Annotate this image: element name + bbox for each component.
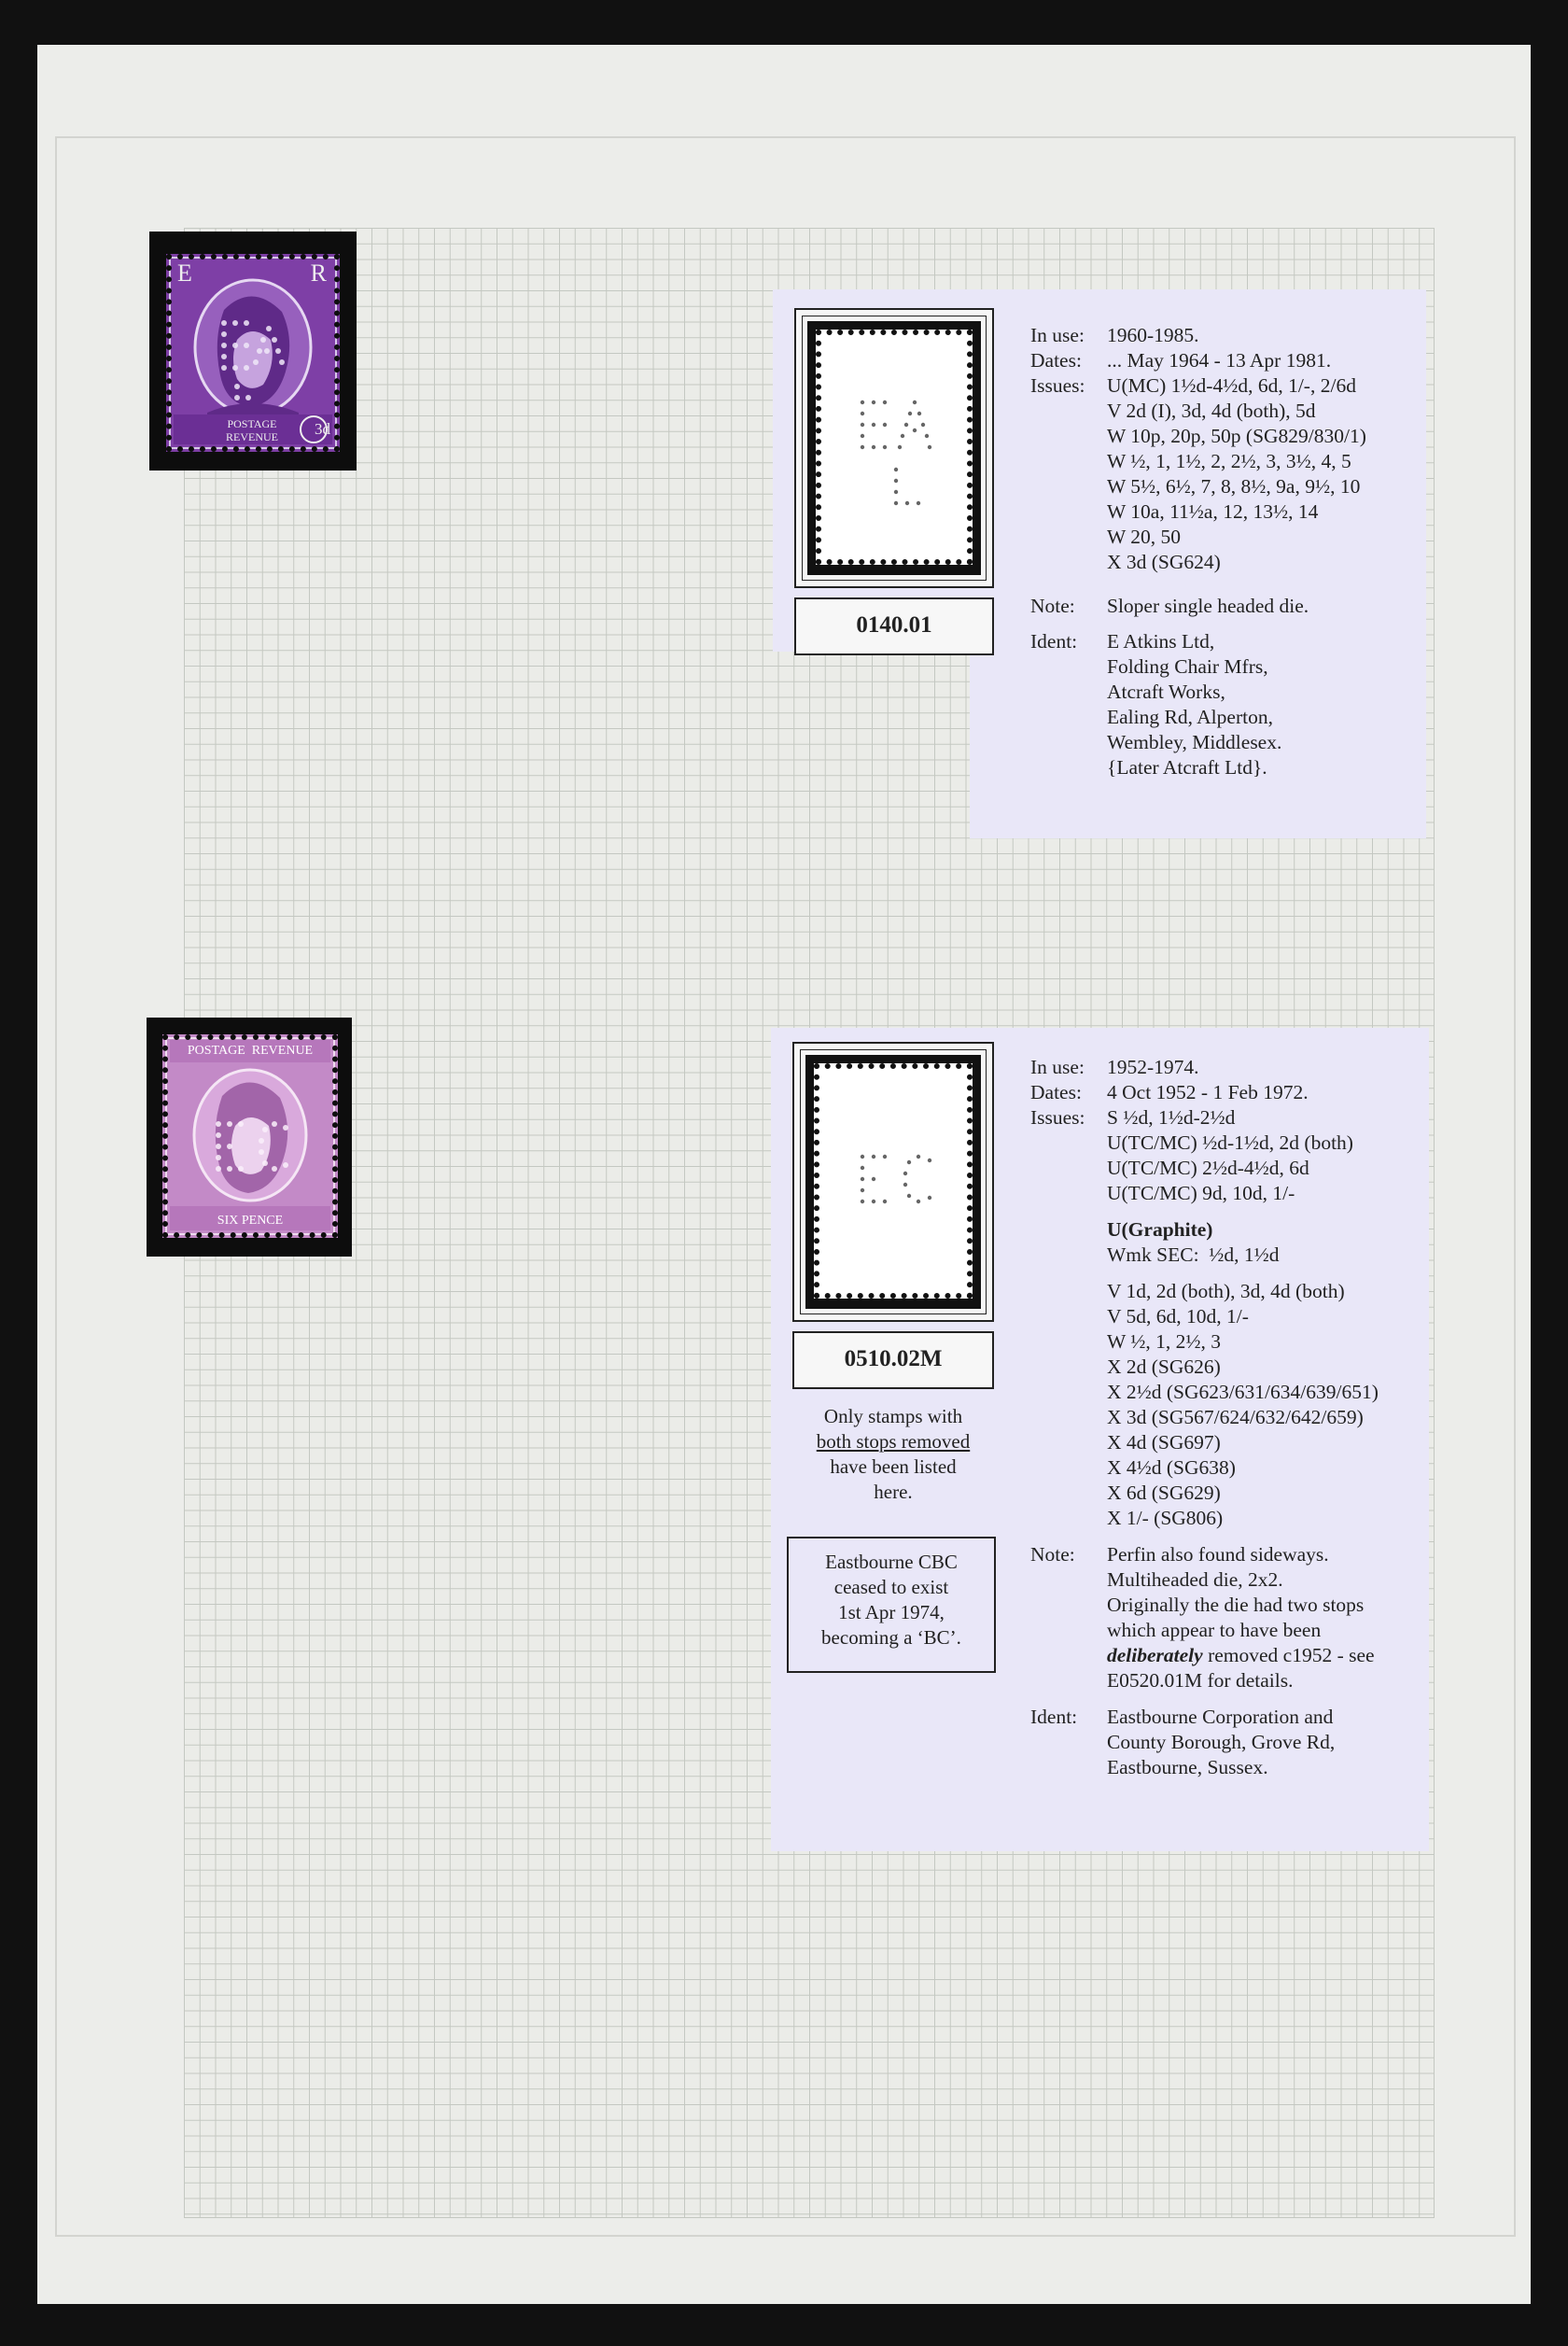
entry-2-ident-line: County Borough, Grove Rd, [1107,1731,1336,1753]
entry-2-dates: 4 Oct 1952 - 1 Feb 1972. [1107,1081,1309,1103]
entry-2-issue-line: X 6d (SG629) [1107,1482,1221,1504]
stamp-1-letter-e: E [177,260,192,287]
entry-1-perfin-window [816,330,973,565]
entry-2-ident-label: Ident: [1030,1706,1078,1728]
entry-2-box-note-line: ceased to exist [833,1576,949,1598]
stamp-1 [166,254,340,452]
entry-1-in-use: 1960-1985. [1107,324,1199,346]
entry-2-side-note-line: have been listed [830,1455,957,1478]
svg-text:POSTAGE: POSTAGE [227,417,277,430]
entry-2-side-note [792,1404,994,1505]
entry-2-box-note-line: becoming a ‘BC’. [821,1626,961,1649]
entry-1-catalogue-number: 0140.01 [856,612,932,638]
entry-2-issue-line: S ½d, 1½d-2½d [1107,1106,1236,1129]
entry-1-in-use-label: In use: [1030,324,1085,346]
entry-2-perfin-window [814,1063,973,1299]
entry-2-ident-line: Eastbourne, Sussex. [1107,1756,1268,1778]
entry-2-note-line: Originally the die had two stops [1107,1594,1365,1616]
entry-1-issues-label: Issues: [1030,374,1085,397]
entry-2-issue-line: X 4d (SG697) [1107,1431,1221,1454]
entry-1-ident-line: E Atkins Ltd, [1107,630,1215,653]
entry-1-issue-line: V 2d (I), 3d, 4d (both), 5d [1107,400,1316,422]
entry-2-box-note-line: 1st Apr 1974, [838,1601,945,1623]
entry-2-catalogue-number: 0510.02M [844,1346,943,1371]
entry-1-note: Sloper single headed die. [1107,595,1309,617]
entry-1-catalogue-box [794,597,994,655]
entry-2-issue-line: V 1d, 2d (both), 3d, 4d (both) [1107,1280,1345,1302]
entry-2-note-after-emphasis: removed c1952 - see [1202,1644,1375,1666]
entry-1-ident-line: Folding Chair Mfrs, [1107,655,1268,678]
entry-2-box-note-line: Eastbourne CBC [825,1551,958,1573]
stamp-2 [162,1034,338,1238]
entry-2-note-line: Perfin also found sideways. [1107,1543,1329,1566]
album-page [37,45,1531,2304]
entry-2-perfin-pattern [819,1069,967,1293]
svg-text:REVENUE: REVENUE [226,430,278,443]
entry-2-in-use: 1952-1974. [1107,1056,1199,1078]
entry-1-issue-line: W ½, 1, 1½, 2, 2½, 3, 3½, 4, 5 [1107,450,1351,472]
entry-2-issue-line: V 5d, 6d, 10d, 1/- [1107,1305,1249,1328]
entry-1-issue-line: W 10p, 20p, 50p (SG829/830/1) [1107,425,1366,447]
entry-2-issue-line: U(TC/MC) ½d-1½d, 2d (both) [1107,1131,1353,1154]
entry-2-issue-line: X 3d (SG567/624/632/642/659) [1107,1406,1364,1428]
entry-2-issue-line: U(TC/MC) 2½d-4½d, 6d [1107,1157,1309,1179]
entry-2-graphite-heading: U(Graphite) [1107,1218,1213,1241]
entry-1-ident-line: {Later Atcraft Ltd}. [1107,756,1267,779]
entry-1-ident-line: Ealing Rd, Alperton, [1107,706,1273,728]
entry-1-perfin-pattern [821,335,967,559]
entry-2-in-use-label: In use: [1030,1056,1085,1078]
entry-1-note-label: Note: [1030,595,1075,617]
stamp-2-perforation [162,1034,338,1238]
entry-2-ident-line: Eastbourne Corporation and [1107,1706,1334,1728]
stamp-1-value: 3d [315,420,330,438]
entry-1-ident-label: Ident: [1030,630,1078,653]
entry-2-side-note-underlined: both stops removed [816,1430,971,1453]
entry-2-issue-line: U(TC/MC) 9d, 10d, 1/- [1107,1182,1295,1204]
stamp-2-top-label: POSTAGE REVENUE [187,1044,314,1058]
entry-2-issue-line: X 2½d (SG623/631/634/639/651) [1107,1381,1379,1403]
entry-2-issue-line: X 1/- (SG806) [1107,1507,1224,1529]
entry-2-catalogue-box [792,1331,994,1389]
entry-2-note-emphasis: deliberately [1107,1644,1203,1666]
stamp-1-letter-r: R [310,260,327,287]
entry-1-ident-line: Wembley, Middlesex. [1107,731,1282,753]
entry-2-issue-line: X 4½d (SG638) [1107,1456,1236,1479]
entry-2-note-line: Multiheaded die, 2x2. [1107,1568,1283,1591]
entry-2-issues-label: Issues: [1030,1106,1085,1129]
entry-1-dates: ... May 1964 - 13 Apr 1981. [1107,349,1332,372]
entry-1-dates-label: Dates: [1030,349,1082,372]
stamp-2-bottom-label: SIX PENCE [217,1214,284,1228]
entry-2-boxed-note [787,1537,996,1673]
entry-2-note-emphasis-line [1107,1643,1375,1668]
entry-2-side-note-line: here. [874,1481,913,1503]
entry-1-issue-line: W 5½, 6½, 7, 8, 8½, 9a, 9½, 10 [1107,475,1361,498]
entry-2-note-line: which appear to have been [1107,1619,1322,1641]
entry-2-issue-line: W ½, 1, 2½, 3 [1107,1330,1222,1353]
entry-2-dates-label: Dates: [1030,1081,1082,1103]
entry-1-ident-line: Atcraft Works, [1107,681,1225,703]
entry-2-note-label: Note: [1030,1543,1075,1566]
entry-2-graphite-line: Wmk SEC: ½d, 1½d [1107,1243,1280,1266]
entry-2-note-line: E0520.01M for details. [1107,1669,1294,1692]
entry-2-side-note-line: Only stamps with [823,1405,963,1427]
entry-1-issue-line: W 10a, 11½a, 12, 13½, 14 [1107,500,1319,523]
entry-1-issue-line: X 3d (SG624) [1107,551,1221,573]
entry-2-issue-line: X 2d (SG626) [1107,1356,1221,1378]
entry-1-issue-line: W 20, 50 [1107,526,1182,548]
entry-1-issue-line: U(MC) 1½d-4½d, 6d, 1/-, 2/6d [1107,374,1356,397]
